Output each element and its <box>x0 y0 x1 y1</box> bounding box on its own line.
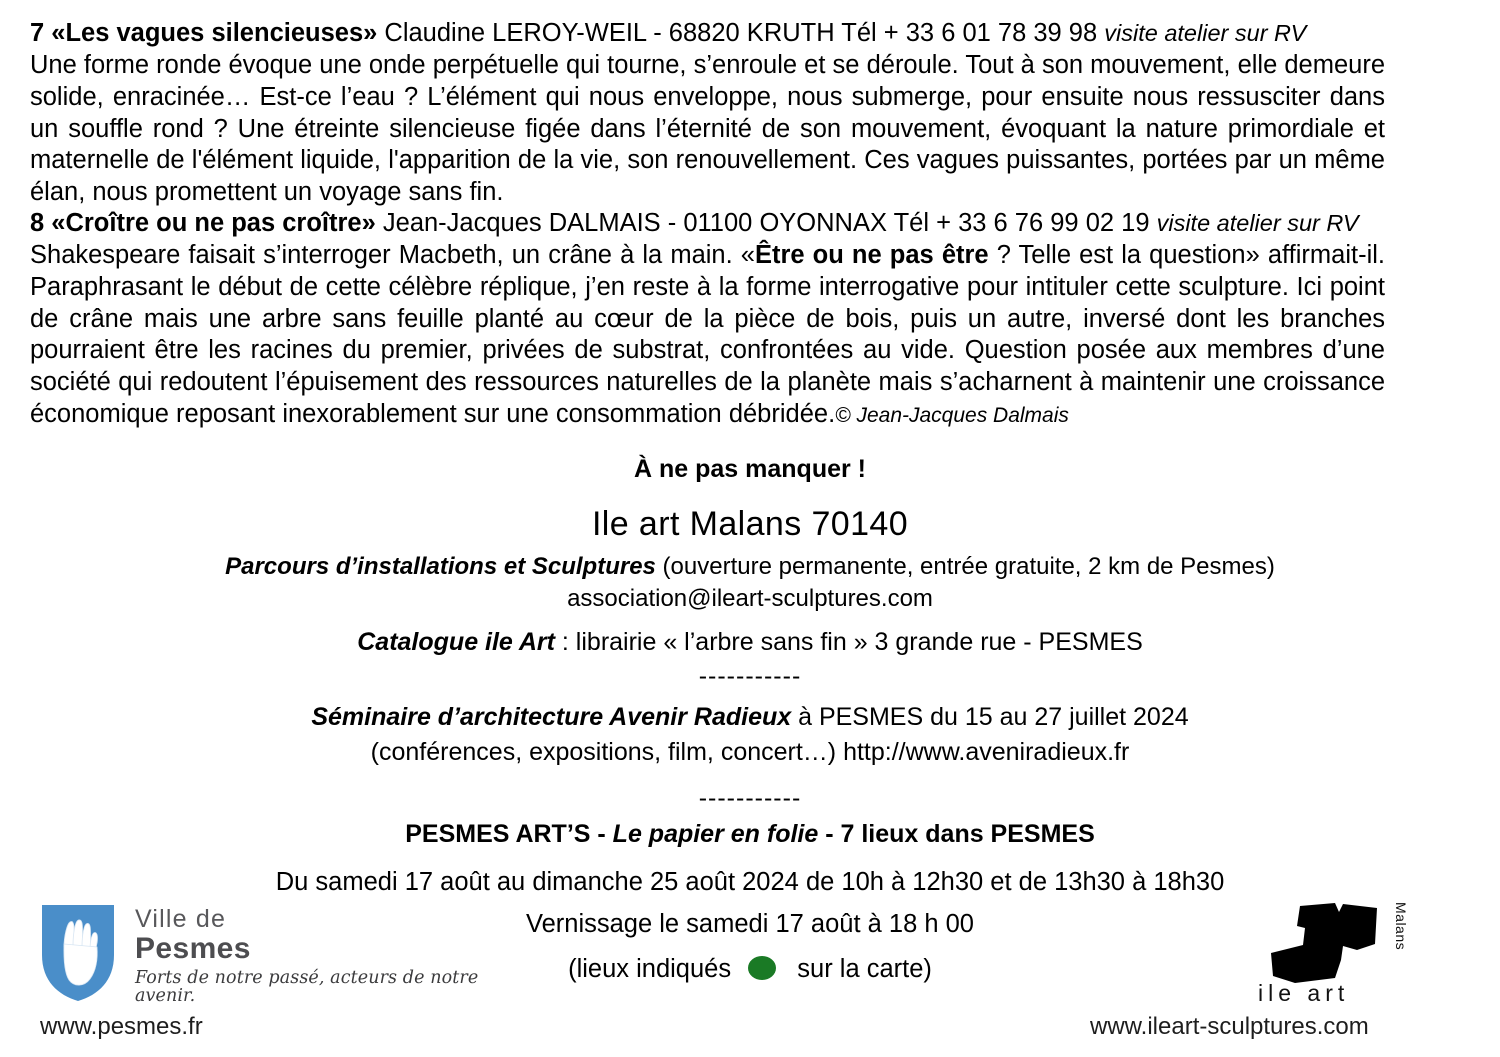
pesmes-website-url[interactable]: www.pesmes.fr <box>40 1013 203 1040</box>
entry-7-artist: Claudine LEROY-WEIL - 68820 KRUTH Tél + 33 6 01 78 39 98 <box>377 19 1105 47</box>
parcours-label: Parcours d’installations et Sculptures <box>225 553 656 580</box>
vernissage-line: Vernissage le samedi 17 août à 18 h 00 <box>526 910 974 938</box>
map-legend-suffix: sur la carte) <box>790 955 932 983</box>
entry-8-body-part1: Shakespeare faisait s’interroger Macbeth, un crâne à la main. « <box>30 241 755 270</box>
entry-7-visit-note: visite atelier sur RV <box>1104 20 1307 46</box>
entry-8-body-part2: ? Telle est la question» affirmait-il. Paraphrasant le début de cette célèbre réplique, j’en reste à la forme interrogative pour intituler cette sculpture. Ici point de crâne mais une arbre sans feuille planté au cœur de la pièce de bois, puis un autre, inversé dont les branches pourraient être les racines du premier, privées de substrat, confrontées au vide. Question posée aux membres d’une société qui redoutent l’épuisement des ressources naturelles de la planète mais s’acharnent à maintenir une croissance économique reposant inexorablement sur une consommation débridée. <box>30 241 1385 428</box>
malans-vertical-label: Malans <box>1393 902 1409 951</box>
pesmes-arts-subtitle: Le papier en folie <box>612 820 819 848</box>
entry-7-body: Une forme ronde évoque une onde perpétuelle qui tourne, s’enroule et se déroule. Tout à son mouvement, elle demeure solide, enracinée… Est-ce l’eau ? L’élément qui nous enveloppe, nous submerge, pour ensuite nous ressusciter dans un souffle rond ? Une étreinte silencieuse figée dans l’éternité de son mouvement, évoquant la nature primordiale et maternelle de l'élément liquide, l'apparition de la vie, son renouvellement. Ces vagues puissantes, portées par un même élan, nous promettent un voyage sans fin. <box>30 51 1385 207</box>
entry-8-number: 8 <box>30 209 45 237</box>
seminaire-line <box>0 703 1500 732</box>
entry-7-title: «Les vagues silencieuses» <box>51 19 378 47</box>
announcement-heading: À ne pas manquer ! <box>634 455 866 483</box>
artist-entry-8 <box>30 208 1385 431</box>
entry-7-heading <box>30 18 1385 49</box>
artist-entry-7 <box>30 18 1385 209</box>
ileart-website-url[interactable]: www.ileart-sculptures.com <box>1090 1013 1369 1040</box>
entry-8-quote: Être ou ne pas être <box>754 241 989 270</box>
ileart-venue-line: Ile art Malans 70140 <box>591 505 909 543</box>
ile-art-wordmark: ile art <box>1258 980 1350 1006</box>
association-email[interactable]: association@ileart-sculptures.com <box>567 585 933 612</box>
map-legend-prefix: (lieux indiqués <box>568 955 739 983</box>
separator-1: ----------- <box>698 662 802 690</box>
catalogue-detail: : librairie « l’arbre sans fin » 3 grande rue - PESMES <box>554 628 1143 656</box>
pesmes-shield-icon <box>40 903 116 1003</box>
catalogue-label: Catalogue ile Art <box>357 628 555 656</box>
entry-8-body <box>30 240 1385 430</box>
entry-8-artist: Jean-Jacques DALMAIS - 01100 OYONNAX Tél + 33 6 76 99 02 19 <box>375 209 1157 237</box>
catalogue-line <box>0 628 1500 657</box>
conferences-line[interactable]: (conférences, expositions, film, concert…) http://www.aveniradieux.fr <box>370 738 1130 766</box>
pesmes-slogan: Forts de notre passé, acteurs de notre avenir. <box>135 968 479 1006</box>
ville-de-pesmes-logo <box>40 903 510 1023</box>
green-marker-icon <box>748 956 776 980</box>
pesmes-arts-line <box>0 820 1500 849</box>
parcours-line <box>0 553 1500 581</box>
opening-dates: Du samedi 17 août au dimanche 25 août 2024 de 10h à 12h30 et de 13h30 à 18h30 <box>275 868 1225 896</box>
separator-2: ----------- <box>698 784 802 812</box>
parcours-detail: (ouverture permanente, entrée gratuite, 2 km de Pesmes) <box>655 553 1275 580</box>
seminaire-label: Séminaire d’architecture Avenir Radieux <box>311 703 792 731</box>
entry-8-heading <box>30 208 1385 239</box>
pesmes-wordmark <box>135 907 510 1005</box>
entry-8-title: «Croître ou ne pas croître» <box>51 209 376 237</box>
pesmes-arts-suffix: - 7 lieux dans PESMES <box>818 820 1095 848</box>
pesmes-arts-prefix: PESMES ART’S - <box>405 820 613 848</box>
entry-8-credit: © Jean-Jacques Dalmais <box>835 403 1069 427</box>
entry-8-visit-note: visite atelier sur RV <box>1156 210 1359 236</box>
pesmes-line-2: Pesmes <box>135 932 251 965</box>
pesmes-line-1: Ville de <box>135 905 227 933</box>
entry-7-number: 7 <box>30 19 45 47</box>
seminaire-detail: à PESMES du 15 au 27 juillet 2024 <box>791 703 1189 731</box>
